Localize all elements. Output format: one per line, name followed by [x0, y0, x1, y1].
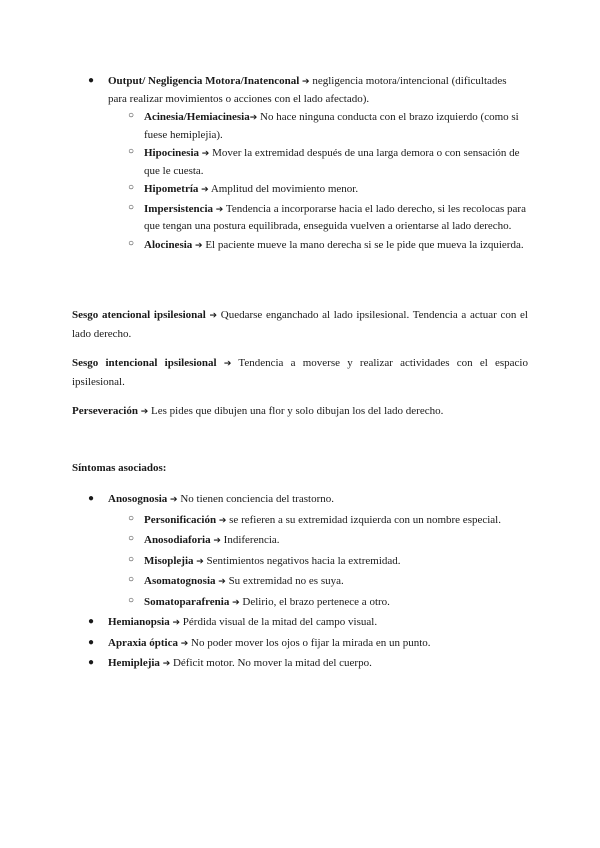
list-item-hemiplejia — [0, 655, 528, 673]
arrow-icon: ➔ — [223, 359, 232, 369]
paragraph-sesgo-intencional — [72, 354, 528, 391]
circle-bullet-icon: ○ — [128, 237, 135, 249]
arrow-icon: ➔ — [218, 515, 227, 526]
term: Misoplejia — [144, 554, 194, 567]
sublist-item — [0, 181, 528, 199]
sublist-item — [0, 237, 528, 255]
bullet-icon: ● — [88, 616, 95, 627]
list-item-hemianopsia — [0, 614, 528, 632]
circle-bullet-icon: ○ — [128, 553, 135, 565]
description: No tienen conciencia del trastorno. — [180, 493, 334, 505]
description: Quedarse enganchado al lado ipsilesional. Tendencia a actuar con el lado derecho. — [72, 309, 528, 340]
arrow-icon: ➔ — [215, 204, 224, 215]
description: Mover la extremidad después de una larga demora o con sensación de que le cuesta. — [144, 147, 520, 177]
description: Delirio, el brazo pertenece a otro. — [242, 595, 390, 608]
arrow-icon: ➔ — [213, 536, 221, 546]
sublist-item — [0, 201, 528, 235]
term: Anosodiaforia — [144, 534, 211, 546]
term: Asomatognosia — [144, 575, 216, 587]
circle-bullet-icon: ○ — [128, 182, 135, 193]
circle-bullet-icon: ○ — [128, 594, 135, 606]
circle-bullet-icon: ○ — [128, 201, 135, 213]
negligencia-list — [0, 73, 528, 254]
circle-bullet-icon: ○ — [128, 574, 135, 585]
description: Tendencia a moverse y realizar actividades con el espacio ipsilesional. — [72, 357, 528, 388]
term: Output/ Negligencia Motora/Inatenconal — [108, 75, 300, 87]
arrow-icon: ➔ — [232, 597, 240, 608]
term: Hipometría — [144, 183, 199, 195]
arrow-icon: ➔ — [249, 113, 258, 123]
section-heading — [72, 460, 528, 477]
sublist-item — [0, 512, 528, 530]
sublist-item — [0, 532, 528, 550]
circle-bullet-icon: ○ — [128, 533, 135, 544]
term: Alocinesia — [144, 238, 193, 251]
sublist — [108, 512, 528, 612]
sublist-item — [0, 145, 528, 179]
list-item-output — [0, 73, 528, 254]
description: Les pides que dibujen una flor y solo dibujan los del lado derecho. — [151, 405, 444, 417]
arrow-icon: ➔ — [196, 556, 204, 567]
description: Sentimientos negativos hacia la extremidad. — [206, 554, 401, 567]
circle-bullet-icon: ○ — [128, 146, 135, 157]
term: Anosognosia — [108, 493, 168, 505]
description: negligencia motora/intencional (dificultades para realizar movimientos o acciones con el lado afectado). — [108, 75, 507, 105]
arrow-icon: ➔ — [209, 311, 218, 321]
bullet-icon: ● — [88, 657, 95, 668]
bullet-icon: ● — [88, 493, 95, 504]
arrow-icon: ➔ — [218, 577, 226, 587]
bullet-icon: ● — [88, 75, 95, 86]
sintomas-list — [0, 491, 528, 673]
term: Hipocinesia — [144, 147, 200, 159]
description: Pérdida visual de la mitad del campo visual. — [182, 616, 378, 628]
description: Amplitud del movimiento menor. — [210, 183, 359, 195]
circle-bullet-icon: ○ — [128, 512, 135, 524]
arrow-icon: ➔ — [170, 495, 178, 505]
sublist — [108, 109, 528, 254]
arrow-icon: ➔ — [195, 240, 203, 251]
arrow-icon: ➔ — [162, 659, 171, 669]
arrow-icon: ➔ — [302, 77, 310, 87]
description: Indiferencia. — [223, 534, 280, 546]
term: Sesgo atencional ipsilesional — [72, 309, 206, 321]
sublist-item — [0, 594, 528, 612]
term: Acinesia/Hemiacinesia — [144, 111, 250, 123]
sublist-item — [0, 553, 528, 571]
paragraph-sesgo-atencional — [72, 306, 528, 343]
term: Perseveración — [72, 405, 138, 417]
term: Impersistencia — [144, 202, 214, 215]
description: No hace ninguna conducta con el brazo izquierdo (como si fuese hemiplejia). — [144, 111, 519, 141]
sublist-item — [0, 573, 528, 591]
description: No poder mover los ojos o fijar la mirada en un punto. — [191, 636, 431, 649]
arrow-icon: ➔ — [201, 185, 209, 195]
term: Sesgo intencional ipsilesional — [72, 357, 217, 369]
term: Personificación — [144, 513, 217, 526]
term: Apraxia óptica — [108, 636, 178, 649]
list-item-apraxia-optica — [0, 635, 528, 653]
description: El paciente mueve la mano derecha si se le pide que mueva la izquierda. — [205, 238, 524, 251]
arrow-icon: ➔ — [172, 618, 181, 628]
description: Déficit motor. No mover la mitad del cuerpo. — [172, 657, 372, 669]
paragraph-perseveracion — [72, 402, 528, 421]
arrow-icon: ➔ — [201, 149, 210, 159]
bullet-icon: ● — [88, 636, 95, 648]
term: Somatoparafrenia — [144, 595, 230, 608]
list-item-anosognosia — [0, 491, 528, 611]
term: Hemiplejia — [108, 657, 160, 669]
circle-bullet-icon: ○ — [128, 110, 135, 121]
arrow-icon: ➔ — [180, 638, 189, 649]
sublist-item — [0, 109, 528, 143]
description: Tendencia a incorporarse hacia el lado derecho, si les recolocas para que tengan una postura equilibrada, enseguida vuelven a orientarse al lado derecho. — [144, 202, 526, 232]
description: se refieren a su extremidad izquierda con un nombre especial. — [229, 513, 501, 526]
arrow-icon: ➔ — [140, 407, 149, 417]
description: Su extremidad no es suya. — [228, 575, 344, 587]
heading-text: Síntomas asociados: — [72, 462, 167, 474]
term: Hemianopsia — [108, 616, 170, 628]
